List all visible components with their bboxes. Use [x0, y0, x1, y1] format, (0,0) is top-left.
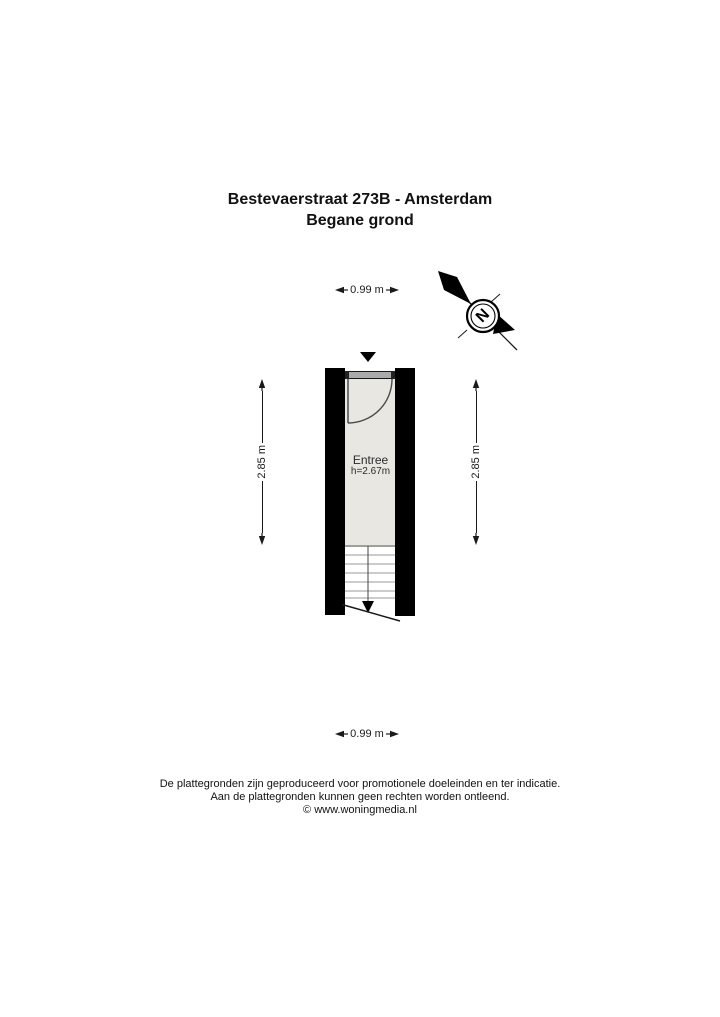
dimension-left	[255, 379, 269, 545]
title-address: Bestevaerstraat 273B - Amsterdam	[227, 191, 493, 208]
dimension-left-value: 2.85 m	[256, 445, 268, 479]
dim-arrow-down-icon	[472, 533, 480, 545]
copyright-line: © www.woningmedia.nl	[303, 804, 417, 816]
door-post-left	[345, 371, 349, 379]
entrance-arrow-icon	[360, 352, 376, 362]
dim-arrow-down-icon	[258, 533, 266, 545]
title-floor: Begane grond	[306, 212, 414, 229]
dimension-top-value: 0.99 m	[350, 284, 384, 296]
dimension-right-value: 2.85 m	[470, 445, 482, 479]
room-label	[320, 454, 421, 477]
room-name: Entree	[352, 453, 389, 467]
dimension-top	[330, 283, 404, 297]
compass-north-icon	[433, 266, 521, 354]
door-threshold	[346, 372, 394, 379]
wall-right	[395, 368, 415, 616]
wall-left	[325, 368, 345, 615]
dimension-bottom	[330, 727, 404, 741]
dimension-right	[469, 379, 483, 545]
stairs	[345, 546, 395, 598]
disclaimer-line-2: Aan de plattegronden kunnen geen rechten worden ontleend.	[210, 791, 510, 803]
room-ceiling-height: h=2.67m	[350, 466, 391, 477]
dim-arrow-up-icon	[472, 379, 480, 391]
dim-arrow-right-icon	[386, 286, 399, 294]
door-post-right	[391, 371, 395, 379]
compass-north-label: N	[472, 305, 494, 327]
dim-arrow-up-icon	[258, 379, 266, 391]
dimension-bottom-value: 0.99 m	[350, 728, 384, 740]
page-title	[10, 189, 710, 231]
disclaimer	[0, 778, 720, 817]
dim-arrow-left-icon	[335, 730, 348, 738]
floorplan-drawing	[300, 340, 440, 630]
dim-arrow-right-icon	[386, 730, 399, 738]
dim-arrow-left-icon	[335, 286, 348, 294]
disclaimer-line-1: De plattegronden zijn geproduceerd voor promotionele doeleinden en ter indicatie.	[159, 778, 561, 790]
